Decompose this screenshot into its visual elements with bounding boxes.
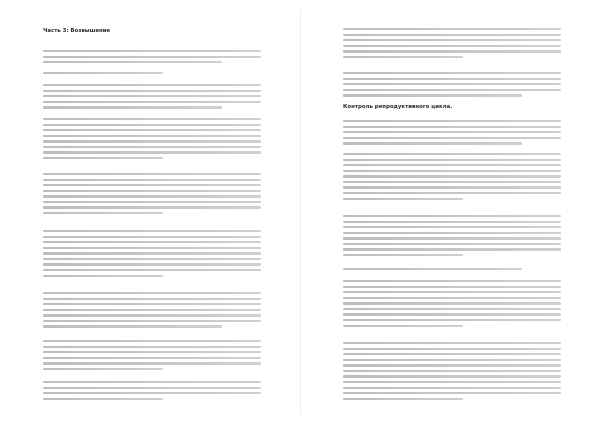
paragraph	[343, 215, 561, 260]
paragraph	[343, 268, 561, 274]
paragraph	[343, 120, 561, 148]
section-subheading: Контроль репродуктивного цикла.	[343, 104, 453, 110]
paragraph	[343, 153, 561, 203]
paragraph	[343, 342, 561, 403]
paragraph	[43, 340, 261, 373]
paragraph	[343, 72, 561, 100]
paragraph	[43, 173, 261, 218]
paragraph	[43, 292, 261, 331]
paragraph	[343, 28, 561, 61]
paragraph	[43, 381, 261, 403]
paragraph	[343, 280, 561, 330]
paragraph	[43, 72, 261, 78]
section-heading: Часть 3: Возвышение	[43, 28, 111, 34]
paragraph	[43, 118, 261, 163]
paragraph	[43, 230, 261, 280]
paragraph	[43, 84, 261, 112]
column-divider	[300, 10, 301, 414]
paragraph	[43, 50, 261, 67]
